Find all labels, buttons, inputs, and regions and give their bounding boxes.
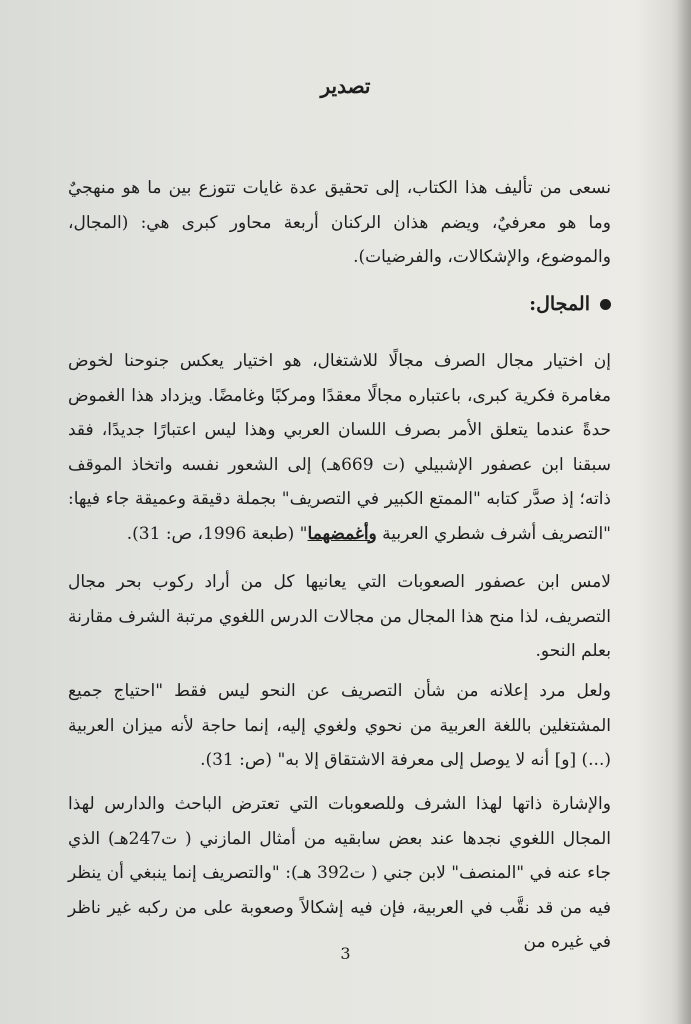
page-heading: تصدير <box>320 74 371 98</box>
paragraph-4: والإشارة ذاتها لهذا الشرف وللصعوبات التي تعترض الباحث والدارس لهذا المجال اللغوي نجدها عند بعض سابقيه من أمثال المازني ( ت247هـ) الذي جاء عنه في "المنصف" لابن جني ( ت392 هـ): "والتصريف إنما ينبغي أن ينظر فيه من قد نقَّب في العربية، فإن فيه إشكالاً وصعوبة على من ركبه غير ناظر في غيره من <box>68 794 611 952</box>
intro-paragraph: نسعى من تأليف هذا الكتاب، إلى تحقيق عدة غايات تتوزع بين ما هو منهجيٌ وما هو معرفيٌ، ويضم هذان الركنان أربعة محاور كبرى هي: (المجال، والموضوع، والإشكالات، والفرضيات). <box>68 178 611 267</box>
paragraph-1-end: " (طبعة 1996، ص: 31). <box>126 523 308 544</box>
page-edge-shadow <box>677 0 691 1024</box>
paragraph-2: لامس ابن عصفور الصعوبات التي يعانيها كل من أراد ركوب بحر مجال التصريف، لذا منح هذا المجال من مجالات الدرس اللغوي مرتبة الشرف مقارنة بعلم النحو. <box>68 572 611 661</box>
section-title <box>529 293 611 315</box>
bullet-icon <box>600 299 611 310</box>
paragraph-3: ولعل مرد إعلانه من شأن التصريف عن النحو ليس فقط "احتياج جميع المشتغلين باللغة العربية من نحوي ولغوي إليه، إنما حاجة لأنه ميزان العربية (...) [و] أنه لا يوصل إلى معرفة الاشتقاق إلا به" (ص: 31). <box>68 681 611 770</box>
paragraph-1-text: إن اختيار مجال الصرف مجالًا للاشتغال، هو اختيار يعكس جنوحنا لخوض مغامرة فكرية كبرى، باعتباره مجالًا معقدًا ومركبًا وغامضًا. ويزداد هذا الغموض حدةً عندما يتعلق الأمر بصرف اللسان العربي وهذا ليس اعتبارًا جديدًا، فقد سبقنا ابن عصفور الإشبيلي (ت 669هـ) إلى الشعور نفسه واتخاذ الموقف ذاته؛ إذ صدَّر كتابه "الممتع الكبير في التصريف" بجملة دقيقة وعميقة جاء فيها: "التصريف أشرف شطري العربية <box>68 351 611 544</box>
page-number: 3 <box>340 944 351 963</box>
section-title-text: المجال: <box>529 293 590 315</box>
paragraph-1 <box>68 344 611 551</box>
underlined-word: وأغمضهما <box>307 523 377 544</box>
